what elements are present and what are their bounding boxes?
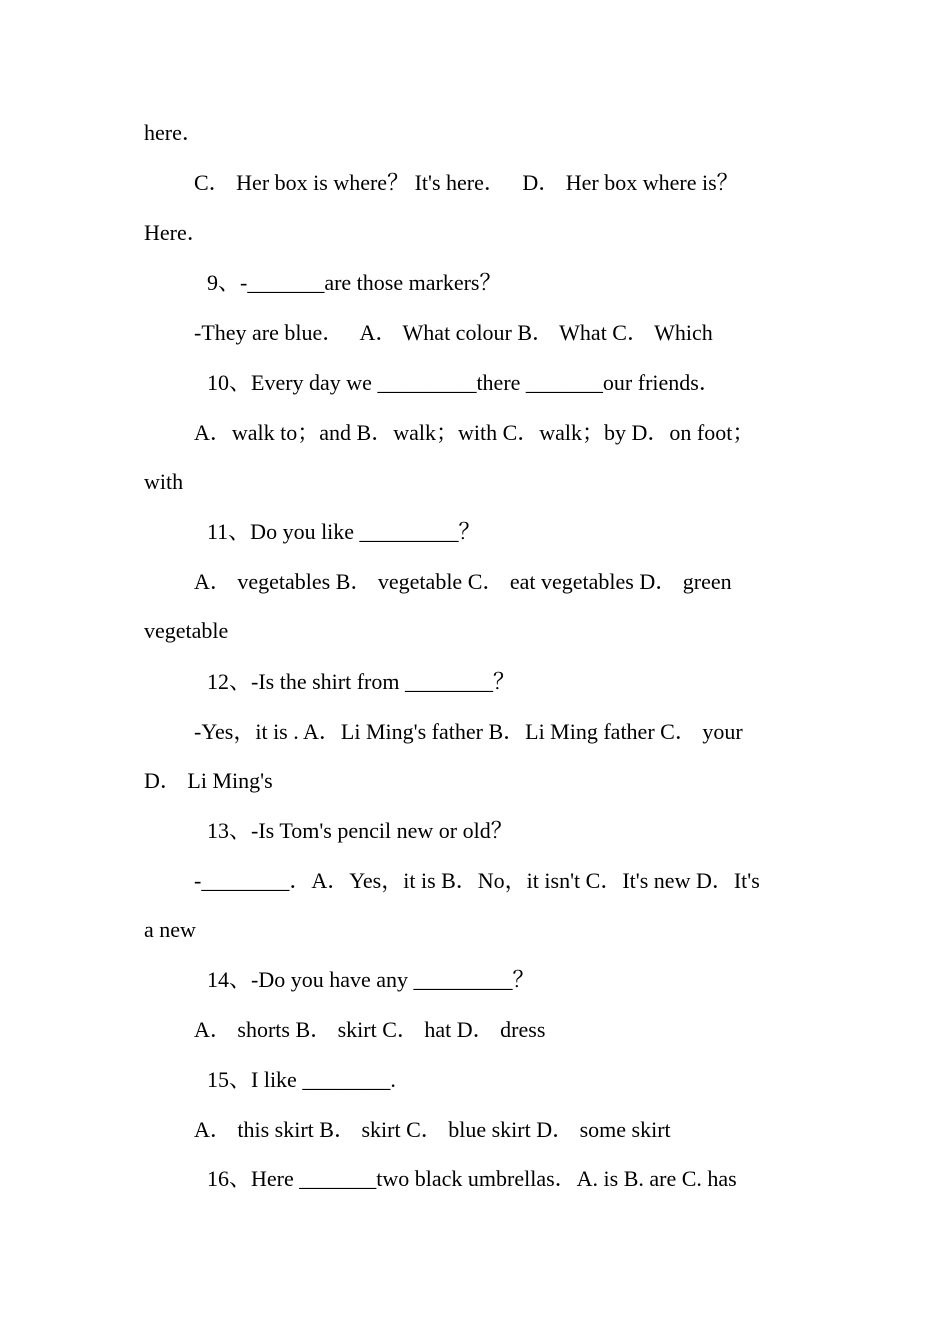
question-10-options: A．walk to；and B．walk；with C．walk；by D．on foot； xyxy=(194,420,755,445)
question-15-options: A． this skirt B． skirt C． blue skirt D． some skirt xyxy=(194,1117,671,1142)
text-line: Here． xyxy=(144,220,209,245)
question-12-options: -Yes，it is . A．Li Ming's father B．Li Ming father C． your xyxy=(194,719,743,744)
question-16: 16、Here _______two black umbrellas．A. is B. are C. has xyxy=(207,1166,737,1191)
text-line: a new xyxy=(144,917,196,942)
question-11-options: A． vegetables B． vegetable C． eat vegetables D． green xyxy=(194,569,732,594)
text-line: here． xyxy=(144,120,204,145)
text-line: C． Her box is where？ It's here． D． Her box where is？ xyxy=(194,170,739,195)
question-12: 12、-Is the shirt from ________？ xyxy=(207,669,515,694)
question-9: 9、-_______are those markers？ xyxy=(207,270,502,295)
question-15: 15、I like ________. xyxy=(207,1067,396,1092)
question-11: 11、Do you like _________？ xyxy=(207,519,481,544)
question-13: 13、-Is Tom's pencil new or old？ xyxy=(207,818,513,843)
text-line: with xyxy=(144,469,184,494)
text-line: vegetable xyxy=(144,618,229,643)
question-13-options: -________．A．Yes，it is B．No，it isn't C．It's new D．It's xyxy=(194,868,760,893)
question-14: 14、-Do you have any _________？ xyxy=(207,967,535,992)
text-line: D． Li Ming's xyxy=(144,768,273,793)
question-10: 10、Every day we _________there _______our friends． xyxy=(207,370,721,395)
question-14-options: A． shorts B． skirt C． hat D． dress xyxy=(194,1017,546,1042)
question-9-options: -They are blue． A． What colour B． What C． Which xyxy=(194,320,713,345)
